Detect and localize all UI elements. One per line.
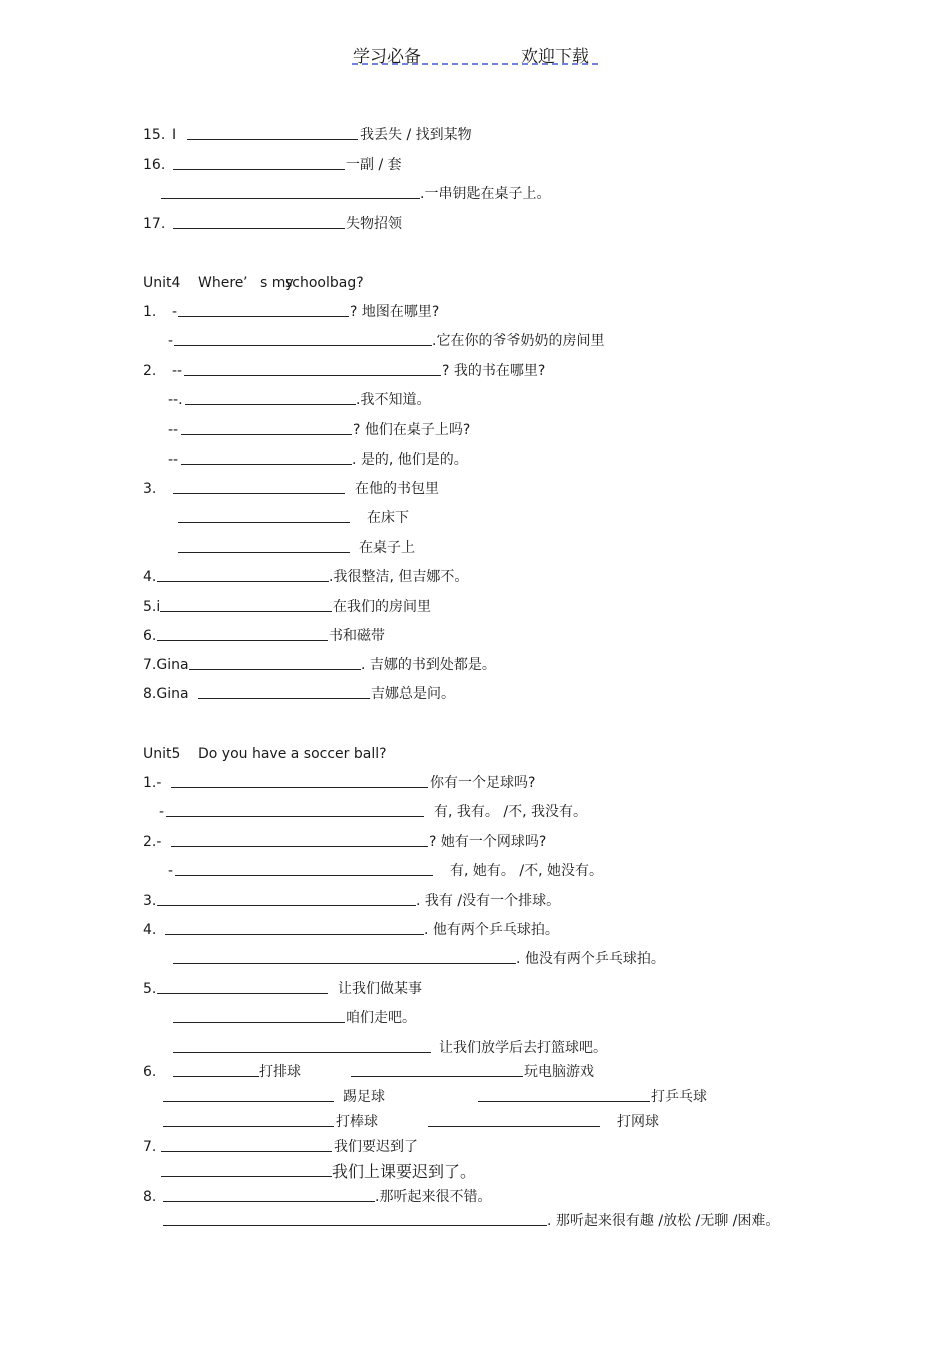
item-prompt: . 我有 /没有一个排球。 bbox=[416, 893, 561, 909]
item-prompt: 打棒球 bbox=[336, 1114, 378, 1130]
item-prompt: ? 我的书在哪里? bbox=[442, 363, 546, 379]
unit-label: Unit4 bbox=[143, 275, 181, 291]
item-prompt: 玩电脑游戏 bbox=[524, 1064, 594, 1080]
header-underline bbox=[352, 63, 598, 65]
item-prompt: 吉娜总是问。 bbox=[371, 686, 455, 702]
answer-blank[interactable] bbox=[178, 302, 349, 317]
item-prompt: ? 她有一个网球吗? bbox=[429, 834, 547, 850]
item-prompt: 失物招领 bbox=[346, 216, 402, 232]
answer-blank[interactable] bbox=[163, 1211, 547, 1226]
item-number: 7. bbox=[143, 1139, 157, 1155]
answer-blank[interactable] bbox=[178, 538, 350, 553]
item-prompt: 打排球 bbox=[259, 1064, 301, 1080]
item-prompt: 一副 / 套 bbox=[346, 157, 402, 173]
item-number: 15. bbox=[143, 127, 166, 143]
item-prompt: .我很整洁, 但吉娜不。 bbox=[329, 569, 469, 585]
item-number: 1. bbox=[143, 304, 157, 320]
answer-blank[interactable] bbox=[351, 1062, 523, 1077]
item-prompt: 打乒乓球 bbox=[651, 1089, 707, 1105]
answer-blank[interactable] bbox=[171, 832, 428, 847]
item-prompt: ? 他们在桌子上吗? bbox=[353, 422, 471, 438]
unit-title-part: ’ bbox=[243, 275, 248, 291]
answer-blank[interactable] bbox=[163, 1187, 375, 1202]
item-prompt: 在桌子上 bbox=[359, 540, 415, 556]
item-prompt: 有, 我有。 /不, 我没有。 bbox=[434, 804, 587, 820]
unit-label: Unit5 bbox=[143, 746, 181, 762]
item-number: 6. bbox=[143, 1064, 157, 1080]
item-prompt: .那听起来很不错。 bbox=[375, 1189, 492, 1205]
dialog-dash: -- bbox=[172, 363, 183, 379]
answer-blank[interactable] bbox=[173, 949, 516, 964]
item-number: 1.- bbox=[143, 775, 162, 791]
item-prompt: 在他的书包里 bbox=[355, 481, 439, 497]
item-prompt: . 吉娜的书到处都是。 bbox=[361, 657, 496, 673]
dialog-dash: --. bbox=[168, 392, 183, 408]
answer-blank[interactable] bbox=[184, 361, 441, 376]
answer-blank[interactable] bbox=[173, 1062, 259, 1077]
item-prompt: 打网球 bbox=[617, 1114, 659, 1130]
dialog-dash: -- bbox=[168, 422, 179, 438]
dialog-dash: -- bbox=[168, 452, 179, 468]
item-number: 3. bbox=[143, 481, 157, 497]
item-prompt: .一串钥匙在桌子上。 bbox=[420, 186, 551, 202]
item-prompt: 你有一个足球吗? bbox=[430, 775, 536, 791]
item-prompt: 书和磁带 bbox=[329, 628, 385, 644]
answer-blank[interactable] bbox=[173, 155, 345, 170]
item-prompt: 踢足球 bbox=[343, 1089, 385, 1105]
answer-blank[interactable] bbox=[187, 125, 358, 140]
answer-blank[interactable] bbox=[173, 1038, 431, 1053]
item-prompt: 让我们做某事 bbox=[338, 981, 422, 997]
answer-blank[interactable] bbox=[173, 479, 345, 494]
answer-blank[interactable] bbox=[174, 331, 432, 346]
item-number: 7.Gina bbox=[143, 657, 189, 673]
answer-blank[interactable] bbox=[163, 1087, 334, 1102]
item-number: 5. bbox=[143, 981, 157, 997]
answer-blank[interactable] bbox=[157, 567, 329, 582]
item-number: 8. bbox=[143, 1189, 157, 1205]
item-prompt: ? 地图在哪里? bbox=[350, 304, 440, 320]
answer-blank[interactable] bbox=[181, 450, 352, 465]
item-number: 6. bbox=[143, 628, 157, 644]
item-prompt: 我丢失 / 找到某物 bbox=[360, 127, 472, 143]
answer-blank[interactable] bbox=[171, 773, 428, 788]
answer-blank[interactable] bbox=[173, 1008, 345, 1023]
header-left-title: 学习必备 bbox=[353, 47, 421, 67]
answer-blank[interactable] bbox=[161, 1137, 332, 1152]
item-number: 3. bbox=[143, 893, 157, 909]
dialog-dash: - bbox=[172, 304, 178, 320]
item-prompt: 有, 她有。 /不, 她没有。 bbox=[450, 863, 603, 879]
item-number: 4. bbox=[143, 569, 157, 585]
unit-title-part: schoolbag? bbox=[285, 275, 364, 291]
answer-blank[interactable] bbox=[160, 597, 332, 612]
item-number: 16. bbox=[143, 157, 166, 173]
item-prompt: . 他有两个乒乓球拍。 bbox=[424, 922, 559, 938]
dialog-dash: - bbox=[159, 804, 165, 820]
item-number: 2.- bbox=[143, 834, 162, 850]
answer-blank[interactable] bbox=[165, 920, 424, 935]
answer-blank[interactable] bbox=[163, 1112, 334, 1127]
header-right-title: 欢迎下载 bbox=[521, 47, 589, 67]
item-number: 4. bbox=[143, 922, 157, 938]
dialog-dash: - bbox=[168, 333, 174, 349]
item-prompt: 在我们的房间里 bbox=[333, 599, 431, 615]
answer-blank[interactable] bbox=[166, 802, 424, 817]
answer-blank[interactable] bbox=[198, 684, 370, 699]
item-number: 17. bbox=[143, 216, 166, 232]
answer-blank[interactable] bbox=[161, 184, 420, 199]
item-number: 8.Gina bbox=[143, 686, 189, 702]
item-prompt: 我们要迟到了 bbox=[334, 1139, 418, 1155]
unit-title-part: s my bbox=[260, 275, 294, 291]
answer-blank[interactable] bbox=[173, 214, 345, 229]
item-prompt: .我不知道。 bbox=[356, 392, 431, 408]
answer-blank[interactable] bbox=[181, 420, 352, 435]
item-prompt: . 是的, 他们是的。 bbox=[352, 452, 468, 468]
answer-blank[interactable] bbox=[478, 1087, 650, 1102]
answer-blank[interactable] bbox=[178, 508, 350, 523]
item-prompt: .它在你的爷爷奶奶的房间里 bbox=[432, 333, 605, 349]
item-prompt: 我们上课要迟到了。 bbox=[332, 1162, 477, 1181]
answer-blank[interactable] bbox=[189, 655, 361, 670]
item-word: I bbox=[172, 127, 177, 143]
answer-blank[interactable] bbox=[157, 891, 416, 906]
item-number: 5.i bbox=[143, 599, 161, 615]
item-prompt: . 那听起来很有趣 /放松 /无聊 /困难。 bbox=[547, 1213, 780, 1229]
unit-title-part: Where bbox=[198, 275, 244, 291]
unit-title: Do you have a soccer ball? bbox=[198, 746, 387, 762]
item-prompt: 让我们放学后去打篮球吧。 bbox=[439, 1040, 607, 1056]
answer-blank[interactable] bbox=[157, 979, 328, 994]
answer-blank[interactable] bbox=[185, 390, 356, 405]
item-number: 2. bbox=[143, 363, 157, 379]
item-prompt: . 他没有两个乒乓球拍。 bbox=[516, 951, 665, 967]
item-prompt: 在床下 bbox=[367, 510, 409, 526]
dialog-dash: - bbox=[168, 863, 174, 879]
item-prompt: 咱们走吧。 bbox=[346, 1010, 416, 1026]
answer-blank[interactable] bbox=[428, 1112, 600, 1127]
answer-blank[interactable] bbox=[161, 1162, 332, 1177]
answer-blank[interactable] bbox=[157, 626, 328, 641]
answer-blank[interactable] bbox=[175, 861, 433, 876]
